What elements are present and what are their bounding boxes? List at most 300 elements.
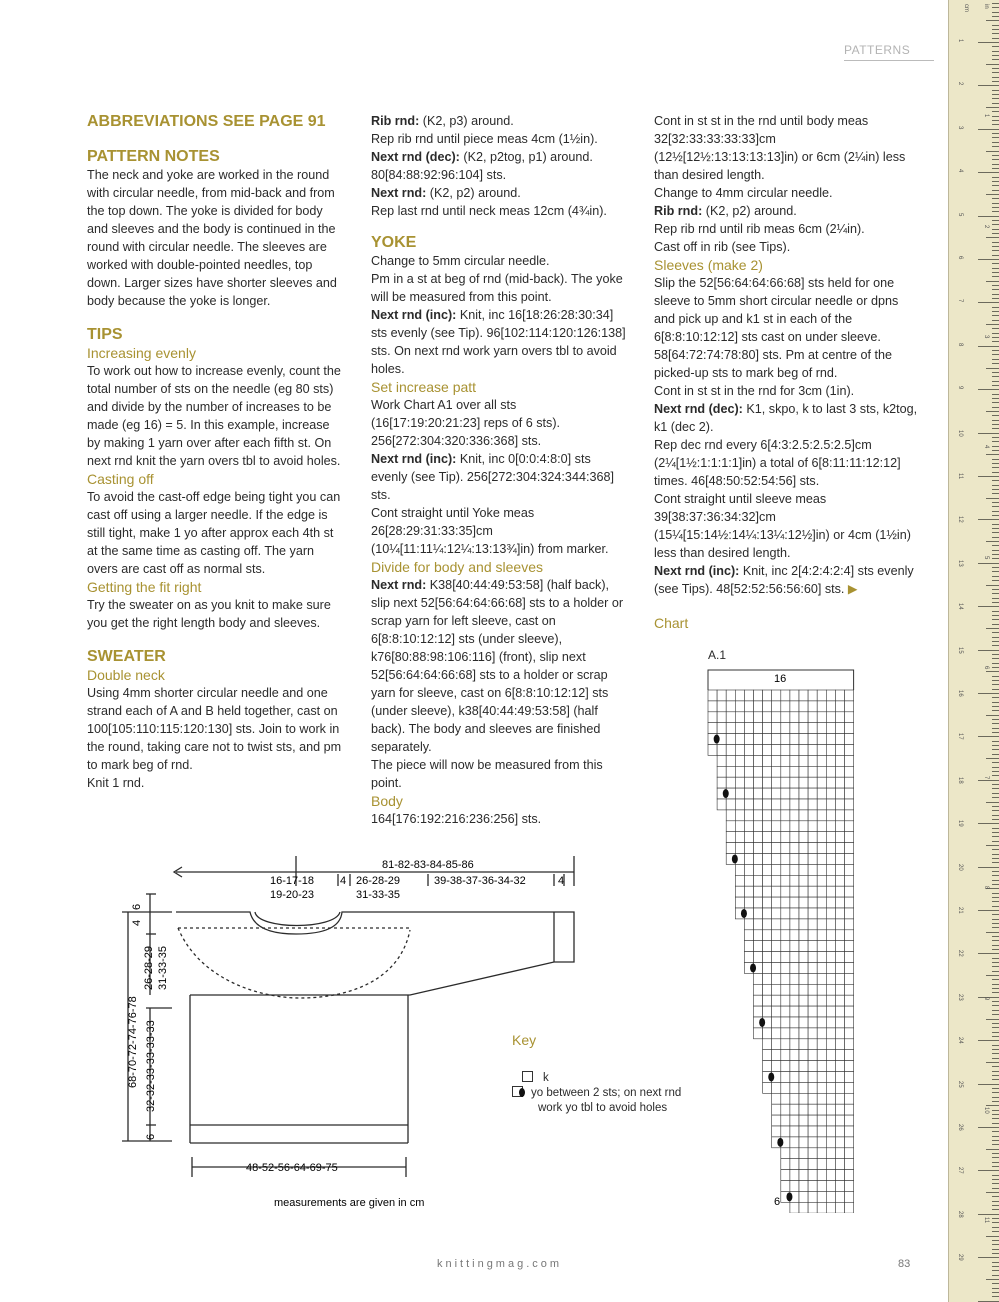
chart-cell — [799, 930, 808, 941]
chart-cell — [744, 930, 753, 941]
ruler-tick — [992, 381, 999, 382]
ruler-tick — [978, 1040, 999, 1041]
ruler-tick — [978, 823, 999, 824]
ruler-cm-label: 2 — [957, 82, 963, 86]
continue-arrow-icon[interactable]: ▶ — [847, 582, 858, 596]
ruler-cm-label: 21 — [957, 907, 963, 914]
chart-cell — [744, 897, 753, 908]
key-knit: k — [514, 1071, 549, 1086]
ruler-tick — [978, 693, 999, 694]
ruler-cm-label: 15 — [957, 646, 963, 654]
ruler-cm-label: 4 — [957, 169, 963, 173]
ruler-tick — [992, 1179, 999, 1180]
ruler-tick — [978, 563, 999, 564]
chart-cell — [772, 886, 781, 897]
ruler-tick — [992, 745, 999, 746]
chart-cell — [744, 745, 753, 756]
chart-cell — [781, 799, 790, 810]
chart-cell — [845, 1050, 854, 1061]
ruler-tick — [992, 415, 999, 416]
chart-cell — [781, 755, 790, 766]
chart-cell — [790, 701, 799, 712]
chart-cell — [826, 734, 835, 745]
chart-cell — [845, 745, 854, 756]
chart-cell — [763, 690, 772, 701]
chart-cell — [817, 1191, 826, 1202]
ruler-tick — [992, 1092, 999, 1093]
chart-cell — [726, 723, 735, 734]
chart-cell — [781, 788, 790, 799]
chart-cell — [826, 1191, 835, 1202]
chart-cell — [845, 1170, 854, 1181]
ruler-tick — [978, 85, 999, 86]
ruler-tick — [992, 1131, 999, 1132]
chart-cell — [781, 1061, 790, 1072]
ruler-tick — [992, 988, 999, 989]
ruler-tick — [992, 689, 999, 690]
body-rib-round: Rib rnd: (K2, p2) around. — [654, 204, 797, 218]
chart-cell — [781, 919, 790, 930]
chart-cell — [799, 1028, 808, 1039]
chart-cell — [763, 963, 772, 974]
chart-cell — [826, 1170, 835, 1181]
ruler-tick — [992, 1209, 999, 1210]
chart-cell — [817, 1061, 826, 1072]
chart-cell — [808, 832, 817, 843]
chart-cell — [781, 766, 790, 777]
chart-cell — [744, 712, 753, 723]
chart-cell — [735, 875, 744, 886]
chart-cell — [735, 886, 744, 897]
chart-cell — [808, 701, 817, 712]
chart-cell — [808, 963, 817, 974]
chart-cell — [808, 908, 817, 919]
chart-cell — [790, 1170, 799, 1181]
chart-cell — [772, 1050, 781, 1061]
chart-cell — [781, 810, 790, 821]
chart-cell — [808, 799, 817, 810]
yoke-width-1: 26-28-29 — [356, 875, 401, 887]
ruler-cm-label: 22 — [957, 950, 963, 958]
ruler-tick — [992, 545, 999, 546]
chart-cell — [835, 788, 844, 799]
ruler-tick — [992, 919, 999, 920]
ruler-in-label: 7 — [983, 776, 989, 780]
chart-cell — [781, 1072, 790, 1083]
ruler-tick — [992, 311, 999, 312]
ruler-tick — [992, 198, 999, 199]
chart-cell — [826, 1115, 835, 1126]
ruler-tick — [986, 454, 999, 455]
ruler-tick — [992, 654, 999, 655]
chart-cell — [754, 777, 763, 788]
chart-cell — [817, 1050, 826, 1061]
chart-cell — [808, 1148, 817, 1159]
chart-heading: Chart — [654, 615, 689, 631]
chart-cell — [817, 723, 826, 734]
chart-cell — [799, 1039, 808, 1050]
ruler-tick — [978, 650, 999, 651]
ruler-tick — [992, 619, 999, 620]
chart-cell — [845, 755, 854, 766]
ruler-tick — [992, 506, 999, 507]
sleeve-cont-2: Cont straight until sleeve meas 39[38:37:36:34:32]cm (15¼[15:14½:14¼:13¼:12½]in) or 4cm (1½in) less than desired length. — [654, 492, 911, 560]
chart-cell — [772, 734, 781, 745]
ruler-tick — [992, 350, 999, 351]
chart-cell — [781, 930, 790, 941]
ruler-tick — [992, 250, 999, 251]
chart-cell — [817, 766, 826, 777]
chart-cell — [817, 919, 826, 930]
ruler-tick — [992, 1270, 999, 1271]
abbreviations-heading: ABBREVIATIONS SEE PAGE 91 — [87, 113, 326, 130]
chart-cell — [817, 1115, 826, 1126]
column-3 — [654, 112, 918, 632]
chart-cell — [799, 1159, 808, 1170]
chart-cell — [717, 766, 726, 777]
chart-cell — [735, 712, 744, 723]
divide-title: Divide for body and sleeves — [371, 559, 543, 575]
chart-cell — [763, 701, 772, 712]
chart-cell — [835, 821, 844, 832]
ruler-tick — [978, 259, 999, 260]
ruler-tick — [992, 927, 999, 928]
ruler-cm-label: 12 — [957, 516, 963, 524]
chart-cell — [754, 821, 763, 832]
ruler-tick — [992, 137, 999, 138]
ruler-tick — [992, 663, 999, 664]
chart-cell — [826, 1104, 835, 1115]
ruler-tick — [992, 706, 999, 707]
ruler-cm-label: 13 — [957, 559, 963, 567]
ruler-tick — [992, 1027, 999, 1028]
ruler-in-label: 10 — [983, 1107, 989, 1114]
yoke-width-2: 31-33-35 — [356, 889, 401, 901]
chart-cell — [835, 832, 844, 843]
chart-cell — [799, 1006, 808, 1017]
ruler-tick — [986, 281, 999, 282]
chart-cell — [826, 766, 835, 777]
chart-cell — [845, 723, 854, 734]
chart-cell — [845, 1006, 854, 1017]
chart-cell — [790, 755, 799, 766]
chart-cells — [708, 690, 854, 1213]
chart-cell — [781, 1181, 790, 1192]
ruler-tick — [992, 146, 999, 147]
ruler-tick — [992, 1205, 999, 1206]
yoke-depth-2: 31-33-35 — [157, 945, 169, 990]
chart-cell — [808, 919, 817, 930]
ruler-tick — [992, 923, 999, 924]
chart-cell — [826, 1202, 835, 1213]
chart-cell — [835, 952, 844, 963]
chart-cell — [799, 1082, 808, 1093]
chart-cell — [790, 984, 799, 995]
chart-cell — [835, 886, 844, 897]
chart-cell — [744, 701, 753, 712]
chart-cell — [799, 886, 808, 897]
ruler-tick — [992, 702, 999, 703]
chart-cell — [726, 843, 735, 854]
yoke-inc-round-2: Next rnd (inc): Knit, inc 0[0:0:4:8:0] sts evenly (see Tip). 256[272:304:324:344:368] sts. — [371, 452, 614, 502]
chart-cell — [754, 832, 763, 843]
ruler-tick — [992, 1288, 999, 1289]
tips-heading: TIPS — [87, 326, 123, 343]
chart-cell — [808, 777, 817, 788]
chart-cell — [754, 984, 763, 995]
ruler-tick — [992, 333, 999, 334]
chart-cell — [790, 854, 799, 865]
ruler-tick — [992, 98, 999, 99]
ruler-tick — [992, 1036, 999, 1037]
chart-cell — [772, 963, 781, 974]
ruler-tick — [992, 684, 999, 685]
ruler-cm-label: 25 — [957, 1080, 963, 1088]
ruler-tick — [992, 797, 999, 798]
chart-cell — [817, 1082, 826, 1093]
ruler-tick — [978, 433, 999, 434]
chart-cell — [808, 886, 817, 897]
chart-cell — [845, 690, 854, 701]
ruler-tick — [978, 1301, 999, 1302]
ruler-tick — [992, 359, 999, 360]
ruler-tick — [992, 754, 999, 755]
chart-cell — [790, 952, 799, 963]
chart-cell — [790, 712, 799, 723]
chart-cell — [826, 1181, 835, 1192]
ruler-tick — [986, 1149, 999, 1150]
ruler-tick — [992, 741, 999, 742]
chart-cell — [845, 843, 854, 854]
ruler-tick — [992, 958, 999, 959]
chart-cell — [790, 766, 799, 777]
ruler-cm-label: 28 — [957, 1210, 963, 1218]
ruler-tick — [992, 880, 999, 881]
chart-cell — [817, 755, 826, 766]
ruler-cm-label: 16 — [957, 690, 963, 697]
knit-symbol-icon — [522, 1071, 533, 1082]
chart-cell — [772, 745, 781, 756]
chart-cell — [772, 821, 781, 832]
ruler-tick — [992, 637, 999, 638]
chart-cell — [817, 1104, 826, 1115]
chart-cell — [708, 690, 717, 701]
ruler-tick — [992, 680, 999, 681]
chart-cell — [835, 1191, 844, 1202]
chart-cell — [754, 941, 763, 952]
chart-cell — [845, 952, 854, 963]
ruler-tick — [978, 216, 999, 217]
body-text: 164[176:192:216:236:256] sts. — [371, 812, 542, 826]
divide-round: Next rnd: K38[40:44:49:53:58] (half back), slip next 52[56:64:64:66:68] sts to a holder or scrap yarn for left sleeve, cast on 6[8:8:10:12:12] sts (under sleeve), k76[80:88:98:106:116] (front), slip next 52[56:64:64:66:68] sts to a holder or scrap yarn for sleeve, cast on 6[8:8:10:12:12] sts (under sleeve), k38[40:44:49:53:58] (half back). The body and sleeves are finished separately. — [371, 578, 624, 754]
ruler-tick — [992, 1188, 999, 1189]
chart-cell — [799, 788, 808, 799]
chart-cell — [817, 1159, 826, 1170]
chart-cell — [726, 810, 735, 821]
chart-cell — [790, 1017, 799, 1028]
ruler-tick — [992, 641, 999, 642]
ruler-tick — [992, 90, 999, 91]
ruler-tick — [992, 979, 999, 980]
ruler-tick — [992, 862, 999, 863]
ruler-tick — [986, 975, 999, 976]
chart-cell — [817, 1028, 826, 1039]
chart-cell — [808, 854, 817, 865]
chart-cell — [817, 952, 826, 963]
chart-cell — [845, 821, 854, 832]
chart-cell — [826, 1072, 835, 1083]
ruler-in-label: 5 — [983, 555, 989, 559]
chart-cell — [717, 755, 726, 766]
chart-cell — [744, 919, 753, 930]
chart-cell — [754, 843, 763, 854]
ruler-tick — [992, 719, 999, 720]
chart-cell — [781, 777, 790, 788]
ruler-tick — [992, 1058, 999, 1059]
ruler-tick — [986, 151, 999, 152]
chart-cell — [790, 864, 799, 875]
chart-cell — [808, 1006, 817, 1017]
ruler-unit-in: in — [983, 4, 989, 9]
chart-cell — [826, 777, 835, 788]
ruler-tick — [992, 1071, 999, 1072]
neck-repeat: Rep last rnd until neck meas 12cm (4¾in). — [371, 204, 607, 218]
ruler-cm-label: 26 — [957, 1124, 963, 1131]
chart-cell — [835, 1181, 844, 1192]
chart-cell — [817, 941, 826, 952]
chart-cell — [845, 973, 854, 984]
chart-cell — [735, 843, 744, 854]
ruler-tick — [992, 263, 999, 264]
ruler-in-label: 8 — [983, 886, 989, 890]
chart-cell — [845, 1202, 854, 1213]
chart-cell — [790, 1148, 799, 1159]
chart-cell — [790, 1050, 799, 1061]
ruler-tick — [992, 697, 999, 698]
chart-cell — [826, 930, 835, 941]
chart-cell — [781, 1017, 790, 1028]
chart-cell — [835, 1006, 844, 1017]
ruler-tick — [992, 1045, 999, 1046]
ruler-tick — [992, 1053, 999, 1054]
chart-cell — [790, 963, 799, 974]
chart-cell — [726, 821, 735, 832]
chart-cell — [763, 919, 772, 930]
chart-cell — [763, 843, 772, 854]
chart-cell — [799, 766, 808, 777]
chart-cell — [772, 875, 781, 886]
chart-cell — [808, 1159, 817, 1170]
footer-url[interactable]: knittingmag.com — [436, 1258, 563, 1270]
chart-cell — [772, 712, 781, 723]
chart-cell — [826, 755, 835, 766]
ruler-tick — [986, 237, 999, 238]
ruler-tick — [992, 1075, 999, 1076]
chart-cell — [772, 723, 781, 734]
ruler-tick — [992, 793, 999, 794]
ruler-tick — [992, 1123, 999, 1124]
chart-cell — [772, 1082, 781, 1093]
chart-cell — [781, 734, 790, 745]
chart-cell — [790, 1104, 799, 1115]
ruler-tick — [992, 159, 999, 160]
chart-cell — [826, 1159, 835, 1170]
ruler-tick — [992, 229, 999, 230]
chart-cell — [781, 712, 790, 723]
chart-cell — [744, 799, 753, 810]
chart-cell — [744, 821, 753, 832]
ruler-tick — [992, 394, 999, 395]
ruler-tick — [992, 728, 999, 729]
chart-cell — [790, 908, 799, 919]
chart-cell — [754, 712, 763, 723]
chart-cell — [799, 810, 808, 821]
chart-cell — [835, 1072, 844, 1083]
ruler-tick — [992, 276, 999, 277]
next-round: Next rnd: (K2, p2) around. — [371, 186, 521, 200]
chart-cell — [772, 919, 781, 930]
chart-cell — [708, 745, 717, 756]
ruler-cm-label: 11 — [957, 473, 963, 480]
chart-cell — [754, 723, 763, 734]
chart-cell — [763, 832, 772, 843]
ruler-cm-label: 27 — [957, 1167, 963, 1175]
chart-cell — [772, 788, 781, 799]
chart-cell — [790, 1159, 799, 1170]
ruler-tick — [992, 893, 999, 894]
sleeve-rep-dec: Rep dec rnd every 6[4:3:2.5:2.5:2.5]cm (2¼[1½:1:1:1:1]in) a total of 6[8:11:11:12:12] times. 46[48:50:52:54:56] sts. — [654, 438, 901, 488]
chart-cell — [808, 766, 817, 777]
ruler-tick — [992, 593, 999, 594]
chart-cell — [754, 919, 763, 930]
ruler-tick — [992, 285, 999, 286]
ruler-tick — [992, 420, 999, 421]
chart-cell — [708, 701, 717, 712]
chart-cell — [790, 1115, 799, 1126]
body-rib-repeat: Rep rib rnd until rib meas 6cm (2¼in). — [654, 222, 865, 236]
ruler-tick — [992, 376, 999, 377]
ruler-tick — [992, 59, 999, 60]
sleeve-inc-round: Next rnd (inc): Knit, inc 2[4:2:4:2:4] sts evenly (see Tips). 48[52:52:56:56:60] sts. ▶ — [654, 564, 914, 596]
chart-cell — [799, 1202, 808, 1213]
chart-cell — [781, 941, 790, 952]
ruler-tick — [992, 571, 999, 572]
chart-cell — [772, 1093, 781, 1104]
chart-cell — [735, 755, 744, 766]
chart-cell — [781, 723, 790, 734]
ruler-in-label: 1 — [983, 114, 989, 118]
yo-mark — [786, 1192, 792, 1201]
chart-cell — [835, 930, 844, 941]
ruler-tick — [992, 25, 999, 26]
chart-cell — [808, 1191, 817, 1202]
ruler-tick — [992, 480, 999, 481]
ruler-tick — [992, 611, 999, 612]
chart-cell — [754, 854, 763, 865]
chart-cell — [763, 755, 772, 766]
chart-cell — [817, 712, 826, 723]
chart-cell — [799, 908, 808, 919]
chart-cell — [799, 897, 808, 908]
chart-cell — [772, 973, 781, 984]
double-neck-title: Double neck — [87, 667, 165, 683]
ruler-tick — [992, 836, 999, 837]
chart-cell — [826, 864, 835, 875]
ruler-tick — [992, 554, 999, 555]
chart-cell — [835, 941, 844, 952]
chart-cell — [799, 1104, 808, 1115]
chart-cell — [799, 973, 808, 984]
